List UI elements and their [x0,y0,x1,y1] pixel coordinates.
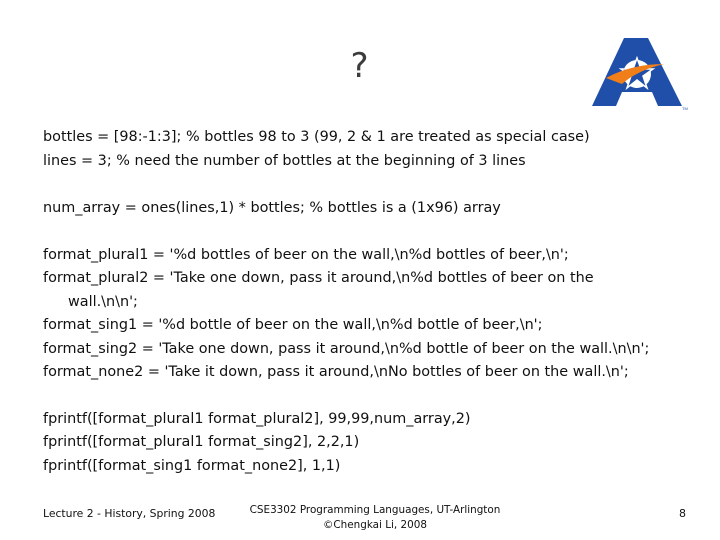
footer-course-title: CSE3302 Programming Languages, UT-Arlington [249,504,501,516]
uta-star-a-logo-icon [586,34,690,112]
footer-copyright: ©Chengkai Li, 2008 [323,519,427,531]
footer-lecture: Lecture 2 - History, Spring 2008 [43,507,216,520]
code-line: fprintf([format_plural1 format_sing2], 2,2,1) [43,434,360,450]
code-line: lines = 3; % need the number of bottles at the beginning of 3 lines [43,152,526,169]
logo-trademark: TM [682,106,688,111]
code-line: format_sing2 = 'Take one down, pass it around,\n%d bottle of beer on the wall.\n\n'; [43,340,650,357]
code-line: fprintf([format_plural1 format_plural2], 99,99,num_array,2) [43,410,471,427]
code-line: format_plural1 = '%d bottles of beer on the wall,\n%d bottles of beer,\n'; [43,246,569,263]
code-line: fprintf([format_sing1 format_none2], 1,1) [43,457,341,474]
code-block [43,126,693,478]
code-line: bottles = [98:-1:3]; % bottles 98 to 3 (99, 2 & 1 are treated as special case) [43,129,590,145]
code-line: num_array = ones(lines,1) * bottles; % bottles is a (1x96) array [43,200,501,216]
code-line: format_none2 = 'Take it down, pass it around,\nNo bottles of beer on the wall.\n'; [43,364,629,380]
footer-course [225,503,525,533]
code-line: format_plural2 = 'Take one down, pass it around,\n%d bottles of beer on the [43,270,594,286]
code-line: wall.\n\n'; [68,293,138,310]
page-number: 8 [679,507,686,520]
code-line: format_sing1 = '%d bottle of beer on the wall,\n%d bottle of beer,\n'; [43,317,543,333]
slide-title: ? [350,46,370,86]
